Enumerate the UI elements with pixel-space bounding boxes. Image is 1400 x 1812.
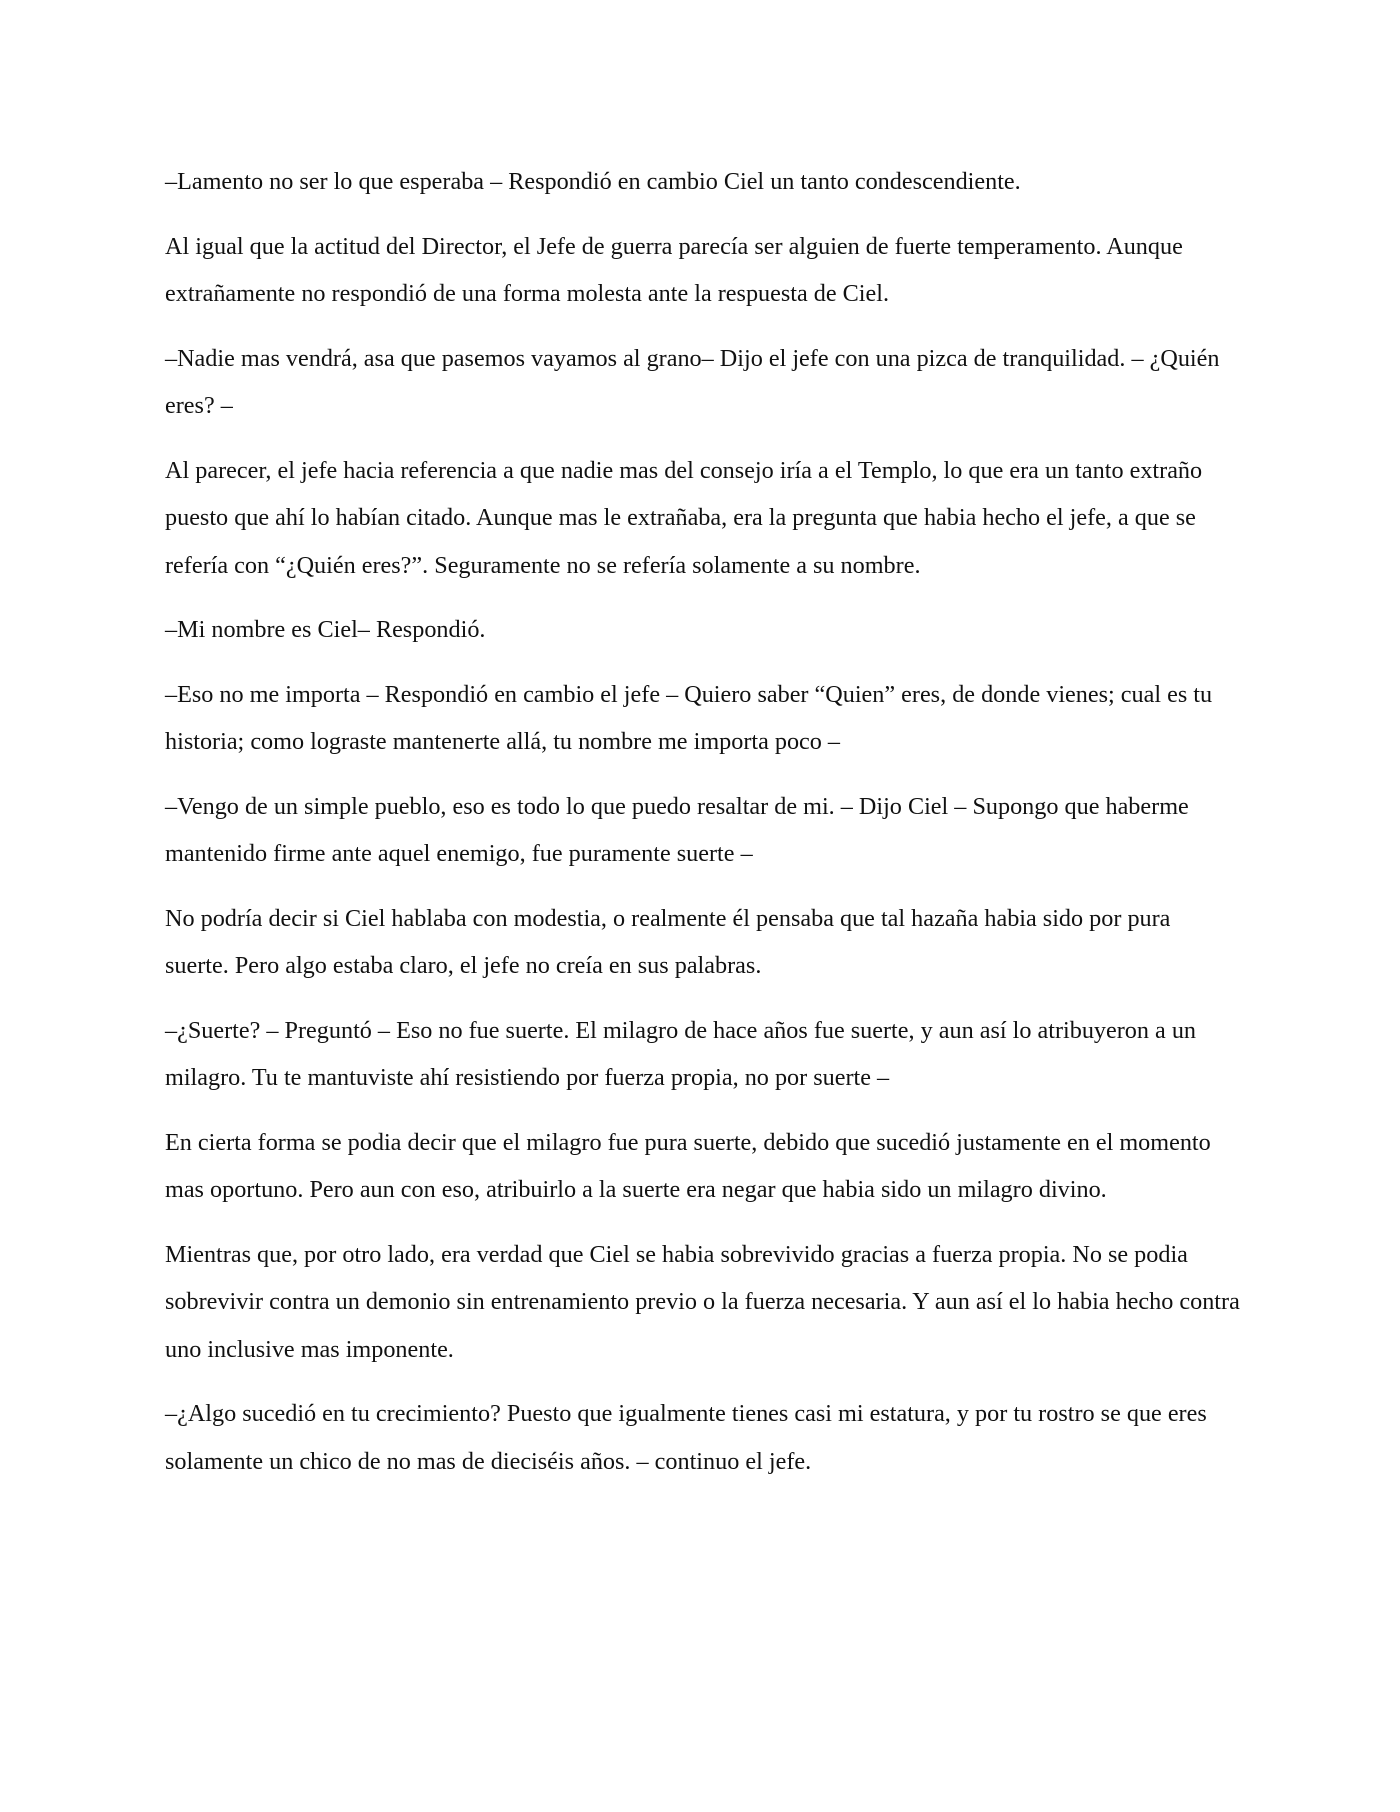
paragraph-1: –Lamento no ser lo que esperaba – Respondió en cambio Ciel un tanto condescendiente. — [165, 168, 1021, 195]
paragraph-5: –Mi nombre es Ciel– Respondió. — [165, 616, 486, 643]
paragraph-7: –Vengo de un simple pueblo, eso es todo lo que puedo resaltar de mi. – Dijo Ciel – Supongo que haberme mantenido firme ante aquel enemigo, fue puramente suerte – — [165, 792, 1189, 867]
paragraph-12: –¿Algo sucedió en tu crecimiento? Puesto que igualmente tienes casi mi estatura, y por tu rostro se que eres solamente un chico de no mas de dieciséis años. – continuo el jefe. — [165, 1400, 1207, 1475]
paragraph-9: –¿Suerte? – Preguntó – Eso no fue suerte. El milagro de hace años fue suerte, y aun así lo atribuyeron a un milagro. Tu te mantuviste ahí resistiendo por fuerza propia, no por suerte – — [165, 1016, 1197, 1091]
paragraph-10: En cierta forma se podia decir que el milagro fue pura suerte, debido que sucedió justamente en el momento mas oportuno. Pero aun con eso, atribuirlo a la suerte era negar que habia sido un milagro divino. — [165, 1128, 1211, 1203]
paragraph-8: No podría decir si Ciel hablaba con modestia, o realmente él pensaba que tal hazaña habia sido por pura suerte. Pero algo estaba claro, el jefe no creía en sus palabras. — [165, 904, 1171, 979]
paragraph-11: Mientras que, por otro lado, era verdad que Ciel se habia sobrevivido gracias a fuerza propia. No se podia sobrevivir contra un demonio sin entrenamiento previo o la fuerza necesaria. Y aun así el lo habia hecho contra uno inclusive mas imponente. — [165, 1240, 1240, 1363]
document-body — [165, 158, 1240, 1502]
paragraph-2: Al igual que la actitud del Director, el Jefe de guerra parecía ser alguien de fuerte temperamento. Aunque extrañamente no respondió de una forma molesta ante la respuesta de Ciel. — [165, 232, 1183, 307]
paragraph-3: –Nadie mas vendrá, asa que pasemos vayamos al grano– Dijo el jefe con una pizca de tranquilidad. – ¿Quién eres? – — [165, 344, 1220, 419]
paragraph-6: –Eso no me importa – Respondió en cambio el jefe – Quiero saber “Quien” eres, de donde vienes; cual es tu historia; como lograste mantenerte allá, tu nombre me importa poco – — [165, 680, 1213, 755]
paragraph-4: Al parecer, el jefe hacia referencia a que nadie mas del consejo iría a el Templo, lo que era un tanto extraño puesto que ahí lo habían citado. Aunque mas le extrañaba, era la pregunta que habia hecho el jefe, a que se refería con “¿Quién eres?”. Seguramente no se refería solamente a su nombre. — [165, 456, 1203, 579]
